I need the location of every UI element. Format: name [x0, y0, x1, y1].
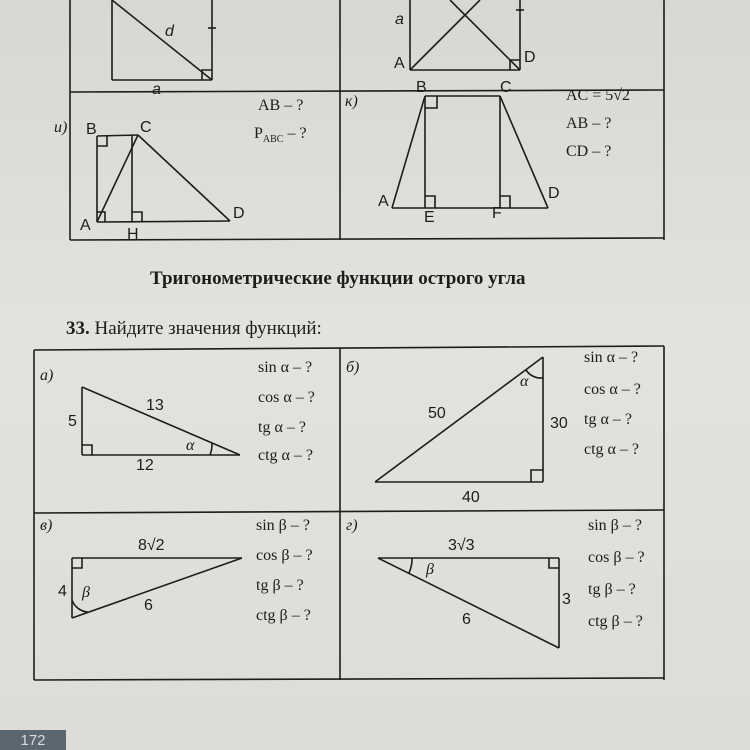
- vertex-F-k: F: [492, 205, 502, 222]
- problem-b-task-ctg: ctg α – ?: [584, 441, 640, 458]
- problem-v-side-leg: 4: [58, 583, 67, 600]
- table-border-bottom: [70, 238, 664, 240]
- problem-g-angle: β: [426, 561, 434, 578]
- vertex-B-i: B: [86, 121, 97, 138]
- section-heading: Тригонометрические функции острого угла: [150, 268, 526, 289]
- task-i-ab: AB – ?: [258, 97, 304, 114]
- figure-v-triangle: [72, 558, 242, 618]
- problem-a-angle: α: [186, 437, 195, 454]
- vertex-D-k: D: [548, 185, 560, 202]
- vertex-C-k: C: [500, 79, 512, 96]
- vertex-C-i: C: [140, 119, 152, 136]
- vertex-H-i: H: [127, 226, 139, 243]
- problem-b-task-tg: tg α – ?: [584, 411, 632, 428]
- vertex-D-i: D: [233, 205, 245, 222]
- task-i-perimeter: $P_{ABC}$ – ?: [254, 125, 307, 146]
- problem-a-letter: а): [40, 367, 54, 384]
- label-a-right: a: [395, 11, 404, 28]
- figure-k-trapezoid: [392, 96, 548, 208]
- problem-g-side-top: 3√3: [448, 537, 475, 554]
- problem-a-side-base: 12: [136, 457, 154, 474]
- figure-i-trapezoid: [97, 135, 230, 222]
- problem-a-task-ctg: ctg α – ?: [258, 447, 314, 464]
- problem-g-task-cos: cos β – ?: [588, 549, 645, 566]
- problem-a-side-leg: 5: [68, 413, 77, 430]
- figure-b-triangle: [375, 357, 543, 482]
- vertex-B-k: B: [416, 79, 427, 96]
- table2-row-divider: [34, 510, 664, 513]
- problem-b-task-sin: sin α – ?: [584, 349, 639, 366]
- label-d: d: [165, 23, 174, 40]
- exercise-number: 33.: [66, 318, 90, 339]
- problem-g-task-ctg: ctg β – ?: [588, 613, 643, 630]
- page-number: 172: [0, 730, 66, 750]
- vertex-A-top: A: [394, 55, 405, 72]
- table2-border-bottom: [34, 678, 664, 680]
- problem-a-task-sin: sin α – ?: [258, 359, 313, 376]
- figure-g-triangle: [378, 558, 559, 648]
- problem-g-task-tg: tg β – ?: [588, 581, 636, 598]
- problem-v-angle: β: [82, 584, 90, 601]
- problem-a-task-tg: tg α – ?: [258, 419, 306, 436]
- vertex-A-k: A: [378, 193, 389, 210]
- problem-v-task-tg: tg β – ?: [256, 577, 304, 594]
- task-k-cd: CD – ?: [566, 143, 612, 160]
- label-a: a: [152, 81, 161, 98]
- task-k-ab: AB – ?: [566, 115, 612, 132]
- problem-g-task-sin: sin β – ?: [588, 517, 642, 534]
- problem-v-letter: в): [40, 517, 53, 534]
- vertex-E-k: E: [424, 209, 435, 226]
- problem-a-task-cos: cos α – ?: [258, 389, 315, 406]
- cell-k-letter: к): [345, 93, 358, 110]
- vertex-A-i: A: [80, 217, 91, 234]
- problem-b-task-cos: cos α – ?: [584, 381, 641, 398]
- problem-g-letter: г): [346, 517, 358, 534]
- figure-top-left: [112, 0, 216, 80]
- exercise-text: Найдите значения функций:: [94, 318, 322, 339]
- task-k-ac: AC = 5√2: [566, 87, 631, 104]
- problem-b-side-leg: 30: [550, 415, 568, 432]
- figure-top-right: [410, 0, 524, 70]
- problem-b-side-base: 40: [462, 489, 480, 506]
- cell-i-letter: и): [54, 119, 68, 136]
- problem-b-letter: б): [346, 359, 360, 376]
- problem-g-side-leg: 3: [562, 591, 571, 608]
- problem-v-task-ctg: ctg β – ?: [256, 607, 311, 624]
- problem-v-side-hyp: 6: [144, 597, 153, 614]
- vertex-D-top: D: [524, 49, 536, 66]
- problem-v-task-sin: sin β – ?: [256, 517, 310, 534]
- problem-b-angle: α: [520, 373, 529, 390]
- problem-v-task-cos: cos β – ?: [256, 547, 313, 564]
- table2-border-top: [34, 346, 664, 350]
- problem-b-side-hyp: 50: [428, 405, 446, 422]
- problem-a-side-hyp: 13: [146, 397, 164, 414]
- problem-v-side-top: 8√2: [138, 537, 165, 554]
- exercise-statement: [66, 318, 322, 340]
- problem-g-side-hyp: 6: [462, 611, 471, 628]
